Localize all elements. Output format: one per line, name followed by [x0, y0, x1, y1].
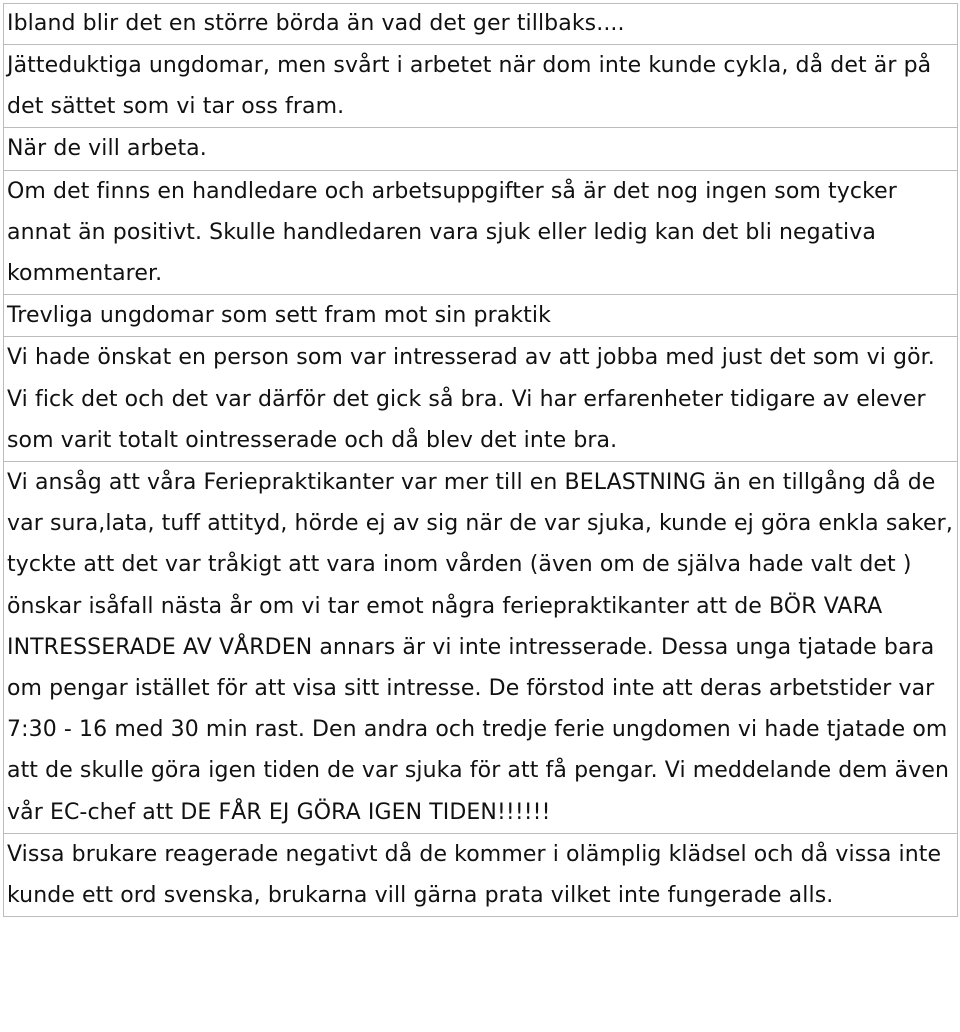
response-row: Vi hade önskat en person som var intresserad av att jobba med just det som vi gör. Vi fick det och det var därför det gick så bra. Vi har erfarenheter tidigare av elever som varit totalt ointresserade och då blev det inte bra. [4, 337, 957, 462]
response-row: Trevliga ungdomar som sett fram mot sin praktik [4, 295, 957, 337]
response-row: När de vill arbeta. [4, 128, 957, 170]
response-row: Jätteduktiga ungdomar, men svårt i arbetet när dom inte kunde cykla, då det är på det sättet som vi tar oss fram. [4, 45, 957, 128]
response-list [3, 3, 958, 917]
response-row: Ibland blir det en större börda än vad det ger tillbaks.... [4, 4, 957, 45]
response-row: Om det finns en handledare och arbetsuppgifter så är det nog ingen som tycker annat än positivt. Skulle handledaren vara sjuk eller ledig kan det bli negativa kommentarer. [4, 171, 957, 296]
response-row: Vissa brukare reagerade negativt då de kommer i olämplig klädsel och då vissa inte kunde ett ord svenska, brukarna vill gärna prata vilket inte fungerade alls. [4, 834, 957, 917]
response-row: Vi ansåg att våra Feriepraktikanter var mer till en BELASTNING än en tillgång då de var sura,lata, tuff attityd, hörde ej av sig när de var sjuka, kunde ej göra enkla saker, tyckte att det var tråkigt att vara inom vården (även om de själva hade valt det ) önskar isåfall nästa år om vi tar emot några feriepraktikanter att de BÖR VARA INTRESSERADE AV VÅRDEN annars är vi inte intresserade. Dessa unga tjatade bara om pengar istället för att visa sitt intresse. De förstod inte att deras arbetstider var 7:30 - 16 med 30 min rast. Den andra och tredje ferie ungdomen vi hade tjatade om att de skulle göra igen tiden de var sjuka för att få pengar. Vi meddelande dem även vår EC-chef att DE FÅR EJ GÖRA IGEN TIDEN!!!!!! [4, 462, 957, 834]
